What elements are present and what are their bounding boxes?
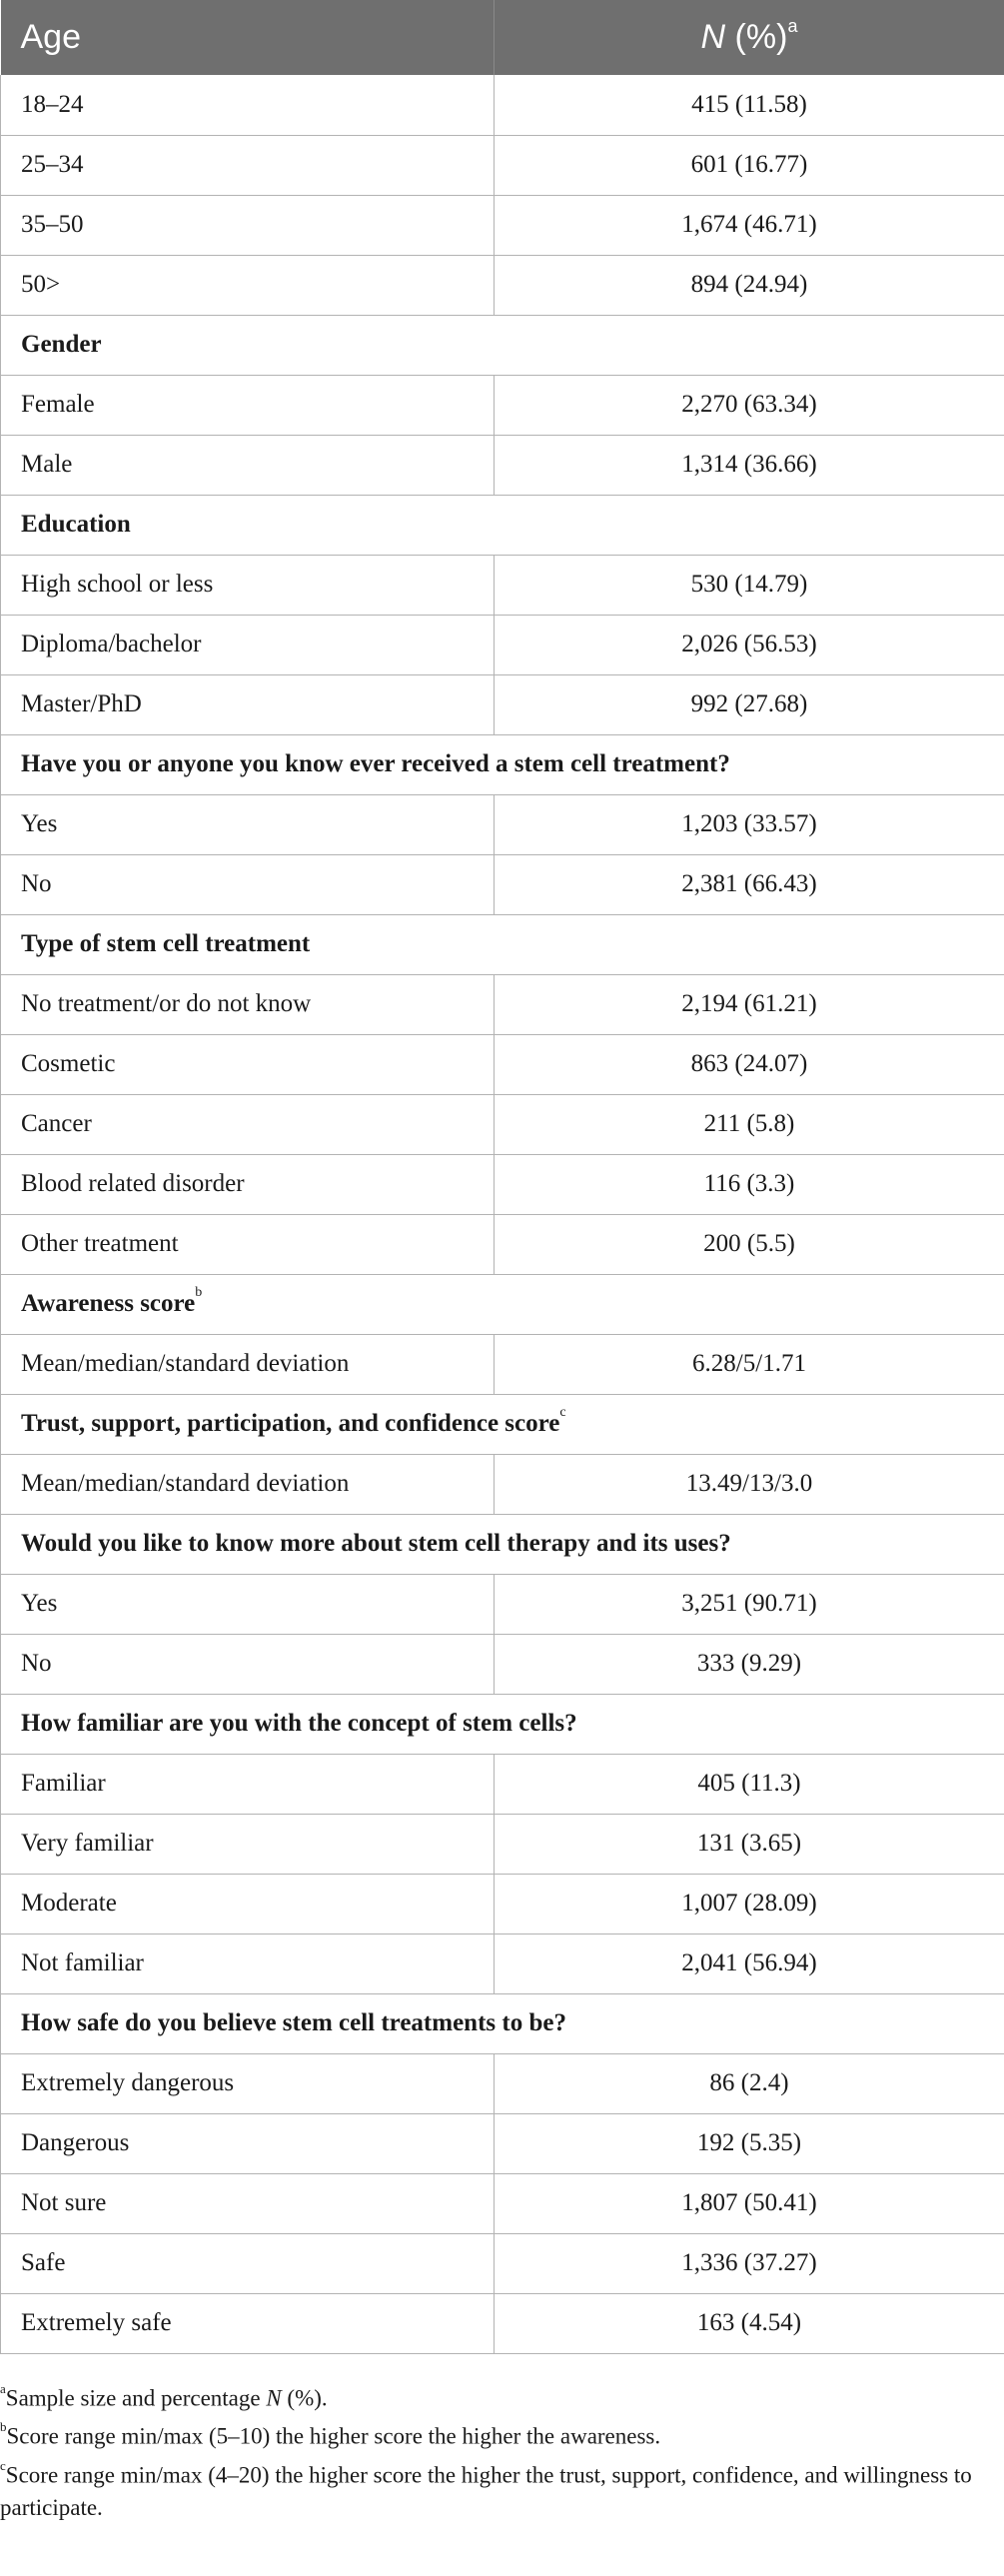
row-value: 530 (14.79)	[495, 555, 1004, 615]
row-value: 1,674 (46.71)	[495, 195, 1004, 255]
row-label: Diploma/bachelor	[1, 615, 495, 674]
footnote	[0, 2414, 1004, 2453]
table-row	[1, 674, 1004, 734]
section-label: How safe do you believe stem cell treatments to be?	[21, 2009, 566, 2036]
footnote-italic: N	[266, 2385, 282, 2411]
footnote-text: Sample size and percentage	[5, 2385, 267, 2411]
table-row	[1, 2173, 1004, 2233]
table-row	[1, 2233, 1004, 2293]
section-heading	[1, 315, 1004, 375]
footnote-text: Score range min/max (5–10) the higher score the higher the awareness.	[6, 2423, 661, 2449]
table-row	[1, 1334, 1004, 1394]
row-value: 200 (5.5)	[495, 1214, 1004, 1274]
row-value: 131 (3.65)	[495, 1814, 1004, 1874]
section-row	[1, 734, 1004, 794]
row-value: 992 (27.68)	[495, 674, 1004, 734]
section-row	[1, 1514, 1004, 1574]
row-label: Female	[1, 375, 495, 435]
section-label: Would you like to know more about stem cell therapy and its uses?	[21, 1530, 731, 1557]
row-value: 163 (4.54)	[495, 2293, 1004, 2353]
row-value: 415 (11.58)	[495, 75, 1004, 135]
footnote-mark: b	[195, 1284, 203, 1300]
table-row	[1, 2113, 1004, 2173]
footnote	[0, 2453, 1004, 2525]
header-n-percent	[495, 0, 1004, 75]
row-label: 50>	[1, 255, 495, 315]
table-row	[1, 1933, 1004, 1993]
row-value: 1,314 (36.66)	[495, 435, 1004, 495]
row-label: Not familiar	[1, 1933, 495, 1993]
section-row	[1, 1274, 1004, 1334]
section-row	[1, 1993, 1004, 2053]
table-row	[1, 75, 1004, 135]
header-footnote-mark: a	[787, 15, 798, 36]
header-row	[1, 0, 1004, 75]
section-heading	[1, 1993, 1004, 2053]
row-value: 2,381 (66.43)	[495, 854, 1004, 914]
footnote-mark: a	[0, 2380, 6, 2396]
row-value: 601 (16.77)	[495, 135, 1004, 195]
row-label: Blood related disorder	[1, 1154, 495, 1214]
table-row	[1, 1754, 1004, 1814]
table-row	[1, 1814, 1004, 1874]
row-label: No	[1, 1634, 495, 1694]
row-label: Cancer	[1, 1094, 495, 1154]
row-label: Yes	[1, 1574, 495, 1634]
row-label: Mean/median/standard deviation	[1, 1334, 495, 1394]
section-row	[1, 1694, 1004, 1754]
section-label: Gender	[21, 331, 102, 358]
section-heading	[1, 1394, 1004, 1454]
row-value: 894 (24.94)	[495, 255, 1004, 315]
table-row	[1, 1094, 1004, 1154]
row-label: Male	[1, 435, 495, 495]
row-value: 1,203 (33.57)	[495, 794, 1004, 854]
row-label: Yes	[1, 794, 495, 854]
table-row	[1, 1574, 1004, 1634]
row-value: 2,041 (56.94)	[495, 1933, 1004, 1993]
row-label: High school or less	[1, 555, 495, 615]
row-value: 192 (5.35)	[495, 2113, 1004, 2173]
table-row	[1, 555, 1004, 615]
row-value: 211 (5.8)	[495, 1094, 1004, 1154]
row-value: 86 (2.4)	[495, 2053, 1004, 2113]
section-label: Awareness score	[21, 1290, 196, 1317]
row-value: 333 (9.29)	[495, 1634, 1004, 1694]
row-label: Extremely dangerous	[1, 2053, 495, 2113]
row-label: Mean/median/standard deviation	[1, 1454, 495, 1514]
row-label: Extremely safe	[1, 2293, 495, 2353]
row-value: 1,807 (50.41)	[495, 2173, 1004, 2233]
row-label: Cosmetic	[1, 1034, 495, 1094]
row-label: Dangerous	[1, 2113, 495, 2173]
footnote-mark: c	[0, 2457, 6, 2473]
table-row	[1, 255, 1004, 315]
section-heading	[1, 1694, 1004, 1754]
table-row	[1, 854, 1004, 914]
table-row	[1, 615, 1004, 674]
table-row	[1, 1454, 1004, 1514]
section-row	[1, 914, 1004, 974]
row-value: 6.28/5/1.71	[495, 1334, 1004, 1394]
section-row	[1, 495, 1004, 555]
row-value: 405 (11.3)	[495, 1754, 1004, 1814]
row-value: 863 (24.07)	[495, 1034, 1004, 1094]
footnote-mark: b	[0, 2419, 7, 2435]
table-row	[1, 2053, 1004, 2113]
table-row	[1, 375, 1004, 435]
row-label: 18–24	[1, 75, 495, 135]
row-label: No treatment/or do not know	[1, 974, 495, 1034]
row-label: Not sure	[1, 2173, 495, 2233]
row-label: 35–50	[1, 195, 495, 255]
table-row	[1, 794, 1004, 854]
row-label: 25–34	[1, 135, 495, 195]
table-row	[1, 1154, 1004, 1214]
table-header	[1, 0, 1004, 75]
table-row	[1, 195, 1004, 255]
row-value: 13.49/13/3.0	[495, 1454, 1004, 1514]
table-row	[1, 974, 1004, 1034]
section-heading	[1, 914, 1004, 974]
row-label: Familiar	[1, 1754, 495, 1814]
row-label: Master/PhD	[1, 674, 495, 734]
table-row	[1, 435, 1004, 495]
table-body	[1, 75, 1004, 2353]
row-label: Other treatment	[1, 1214, 495, 1274]
section-heading	[1, 495, 1004, 555]
section-label: Education	[21, 511, 131, 538]
footnote-mark: c	[559, 1404, 566, 1420]
table-row	[1, 1874, 1004, 1933]
section-label: Have you or anyone you know ever received a stem cell treatment?	[21, 750, 730, 777]
table-row	[1, 2293, 1004, 2353]
footnote-text: Score range min/max (4–20) the higher score the higher the trust, support, confidence, and willingness to participate.	[0, 2462, 972, 2521]
section-label: Type of stem cell treatment	[21, 930, 311, 957]
header-age: Age	[1, 0, 495, 75]
header-percent: (%)	[725, 18, 788, 56]
section-label: Trust, support, participation, and confidence score	[21, 1410, 560, 1437]
section-heading	[1, 1514, 1004, 1574]
table-row	[1, 1034, 1004, 1094]
table-row	[1, 1214, 1004, 1274]
row-label: Moderate	[1, 1874, 495, 1933]
footnote-text-end: (%).	[281, 2385, 328, 2411]
row-label: Safe	[1, 2233, 495, 2293]
footnote	[0, 2376, 1004, 2415]
table-footnotes	[0, 2354, 1004, 2525]
table-row	[1, 1634, 1004, 1694]
row-label: No	[1, 854, 495, 914]
section-row	[1, 315, 1004, 375]
section-heading	[1, 1274, 1004, 1334]
section-row	[1, 1394, 1004, 1454]
row-value: 1,007 (28.09)	[495, 1874, 1004, 1933]
row-value: 2,026 (56.53)	[495, 615, 1004, 674]
row-value: 116 (3.3)	[495, 1154, 1004, 1214]
row-value: 1,336 (37.27)	[495, 2233, 1004, 2293]
table-row	[1, 135, 1004, 195]
header-n-italic: N	[700, 18, 726, 56]
row-value: 2,194 (61.21)	[495, 974, 1004, 1034]
row-value: 2,270 (63.34)	[495, 375, 1004, 435]
section-label: How familiar are you with the concept of stem cells?	[21, 1710, 577, 1737]
row-value: 3,251 (90.71)	[495, 1574, 1004, 1634]
section-heading	[1, 734, 1004, 794]
row-label: Very familiar	[1, 1814, 495, 1874]
